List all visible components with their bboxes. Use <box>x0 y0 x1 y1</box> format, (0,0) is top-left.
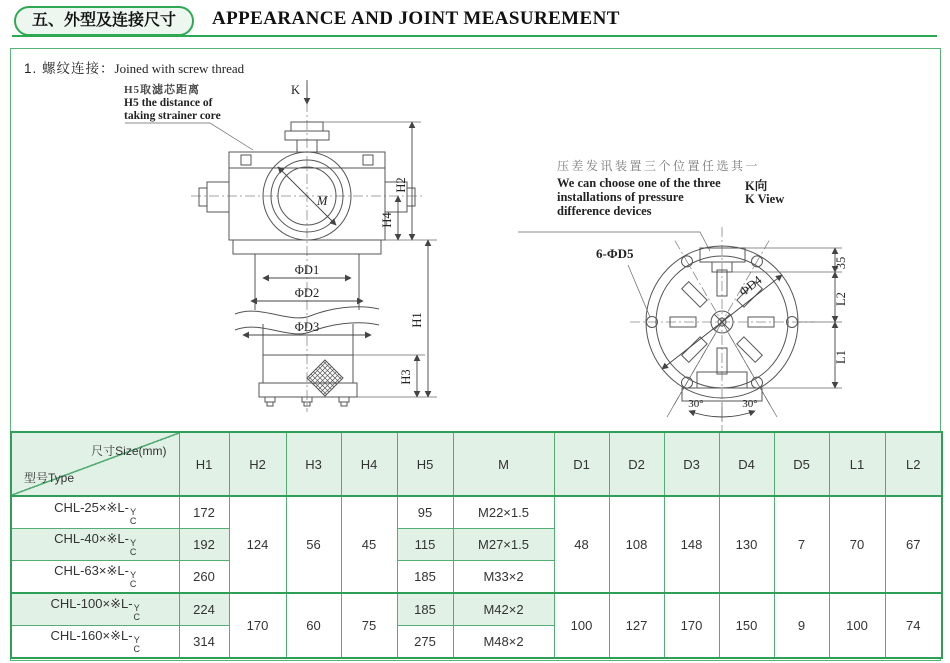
value-cell: 95 <box>397 496 453 529</box>
dim-h4-label: H4 <box>380 212 394 228</box>
col-header-d1: D1 <box>554 432 609 496</box>
value-cell: 185 <box>397 593 453 626</box>
value-cell: 9 <box>774 593 829 658</box>
pressure-device-note <box>557 160 760 219</box>
model-suffix: Y C <box>133 635 141 655</box>
value-cell: M42×2 <box>453 593 554 626</box>
k-arrow-label: K <box>290 83 300 97</box>
dimension-table <box>10 431 943 659</box>
value-cell: 192 <box>179 529 229 561</box>
angle-right-label: 30° <box>742 398 758 410</box>
dim-d1-label: ΦD1 <box>294 263 320 277</box>
col-header-l1: L1 <box>829 432 885 496</box>
value-cell: 70 <box>829 496 885 593</box>
title-underline <box>12 35 937 37</box>
k-view-label-cn: K向 <box>745 179 768 193</box>
k-view-outline <box>518 232 798 421</box>
model-text: CHL-25×※L- <box>54 499 129 515</box>
col-header-h3: H3 <box>286 432 341 496</box>
value-cell: M48×2 <box>453 625 554 658</box>
connection-note <box>24 57 244 77</box>
table-row <box>11 496 942 529</box>
value-cell: 100 <box>554 593 609 658</box>
model-cell <box>11 496 179 529</box>
value-cell: 124 <box>229 496 286 593</box>
dim-d3-label: ΦD3 <box>294 320 320 334</box>
h5-annotation-en1: H5 the distance of <box>124 97 213 109</box>
col-header-l2: L2 <box>885 432 942 496</box>
col-header-d2: D2 <box>609 432 664 496</box>
value-cell: 170 <box>229 593 286 658</box>
h5-annotation-cn: H5取滤芯距离 <box>124 84 201 96</box>
section-title-en: APPEARANCE AND JOINT MEASUREMENT <box>212 8 620 29</box>
front-view-labels <box>291 83 424 385</box>
model-suffix: Y C <box>129 570 137 590</box>
value-cell: M27×1.5 <box>453 529 554 561</box>
table-row <box>11 593 942 626</box>
value-cell: 224 <box>179 593 229 626</box>
value-cell: 108 <box>609 496 664 593</box>
model-suffix: Y C <box>129 538 137 558</box>
corner-type-label: 型号Type <box>24 471 75 485</box>
pressure-device-note-cn: 压差发讯装置三个位置任选其一 <box>557 159 761 173</box>
model-cell <box>11 625 179 658</box>
value-cell: 260 <box>179 560 229 593</box>
model-suffix: Y C <box>129 506 137 526</box>
col-header-h2: H2 <box>229 432 286 496</box>
col-header-h1: H1 <box>179 432 229 496</box>
value-cell: 130 <box>719 496 774 593</box>
dim-h2-label: H2 <box>394 177 408 193</box>
model-cell <box>11 529 179 561</box>
col-header-h4: H4 <box>341 432 397 496</box>
front-view-drawing <box>95 78 445 423</box>
value-cell: 100 <box>829 593 885 658</box>
k-view-drawing <box>510 225 900 440</box>
bolt-holes-label: 6-ΦD5 <box>596 246 634 261</box>
model-text: CHL-40×※L- <box>54 531 129 547</box>
k-view-label <box>745 180 784 206</box>
value-cell: 275 <box>397 625 453 658</box>
dim-35-label: 35 <box>834 256 848 270</box>
value-cell: 7 <box>774 496 829 593</box>
pressure-device-note-en2: installations of pressure <box>557 190 684 204</box>
dim-d2-label: ΦD2 <box>294 286 320 300</box>
value-cell: 74 <box>885 593 942 658</box>
value-cell: 45 <box>341 496 397 593</box>
dim-l2-label: L2 <box>834 292 848 306</box>
model-text: CHL-100×※L- <box>50 596 133 612</box>
connection-note-en: Joined with screw thread <box>114 61 245 76</box>
pressure-device-note-en3: difference devices <box>557 204 652 218</box>
connection-note-cn: 1. 螺纹连接： <box>24 61 115 76</box>
value-cell: 172 <box>179 496 229 529</box>
col-header-h5: H5 <box>397 432 453 496</box>
value-cell: 75 <box>341 593 397 658</box>
model-cell <box>11 593 179 626</box>
pressure-device-note-en1: We can choose one of the three <box>557 176 721 190</box>
value-cell: M33×2 <box>453 560 554 593</box>
value-cell: 314 <box>179 625 229 658</box>
model-cell <box>11 560 179 593</box>
col-header-m: M <box>453 432 554 496</box>
angle-left-label: 30° <box>688 398 704 410</box>
dim-h1-label: H1 <box>410 312 424 328</box>
value-cell: 67 <box>885 496 942 593</box>
col-header-d5: D5 <box>774 432 829 496</box>
col-header-d4: D4 <box>719 432 774 496</box>
value-cell: 185 <box>397 560 453 593</box>
value-cell: 150 <box>719 593 774 658</box>
h5-annotation-en2: taking strainer core <box>124 110 221 122</box>
dim-d4-label: ΦD4 <box>736 272 765 299</box>
value-cell: 48 <box>554 496 609 593</box>
value-cell: 170 <box>664 593 719 658</box>
model-text: CHL-63×※L- <box>54 563 129 579</box>
corner-size-label: 尺寸Size(mm) <box>91 444 167 458</box>
col-header-d3: D3 <box>664 432 719 496</box>
value-cell: M22×1.5 <box>453 496 554 529</box>
thread-size-label: M <box>317 194 328 208</box>
value-cell: 115 <box>397 529 453 561</box>
k-view-label-en: K View <box>745 192 785 206</box>
value-cell: 127 <box>609 593 664 658</box>
dim-l1-label: L1 <box>834 350 848 364</box>
value-cell: 60 <box>286 593 341 658</box>
value-cell: 56 <box>286 496 341 593</box>
table-corner-cell <box>11 432 179 496</box>
section-title-cn: 五、外型及连接尺寸 <box>14 6 194 36</box>
model-suffix: Y C <box>133 603 141 623</box>
front-view-dimensions <box>243 122 437 397</box>
dim-h3-label: H3 <box>399 369 413 385</box>
value-cell: 148 <box>664 496 719 593</box>
model-text: CHL-160×※L- <box>50 628 133 644</box>
front-view-outline <box>125 80 415 406</box>
